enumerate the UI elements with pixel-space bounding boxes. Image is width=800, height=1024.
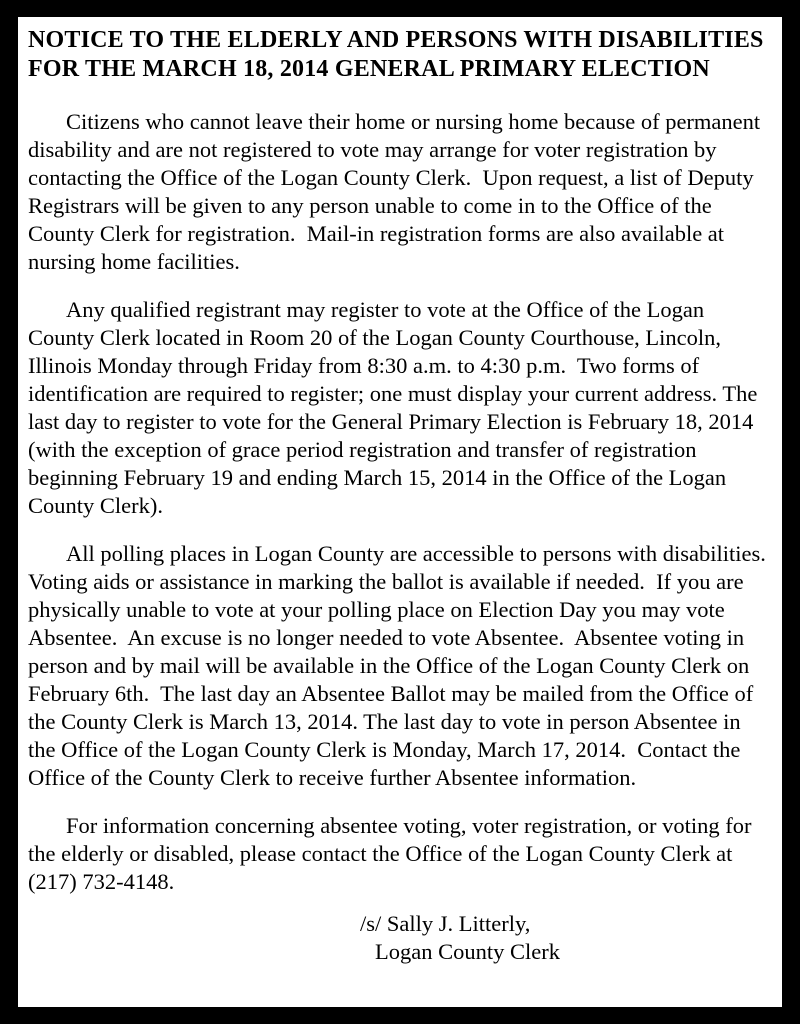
paragraph-registration-details: Any qualified registrant may register to vote at the Office of the Logan County Clerk located in Room 20 of the Logan County Courthouse, Lincoln, Illinois Monday through Friday from 8:30 a.m. to 4:30 p.m. Two forms of identification are required to register; one must display your current address. The last day to register to vote for the General Primary Election is February 18, 2014 (with the exception of grace period registration and transfer of registration beginning February 19 and ending March 15, 2014 in the Office of the Logan County Clerk).: [28, 297, 763, 518]
notice-page: [18, 17, 782, 1007]
signature-office-title: Logan County Clerk: [375, 939, 560, 964]
notice-title-line-1: NOTICE TO THE ELDERLY AND PERSONS WITH DISABILITIES: [28, 27, 764, 53]
paragraph-homebound-registration: Citizens who cannot leave their home or nursing home because of permanent disability and are not registered to vote may arrange for voter registration by contacting the Office of the Logan County Clerk. Upon request, a list of Deputy Registrars will be given to any person unable to come in to the Office of the County Clerk for registration. Mail-in registration forms are also available at nursing home facilities.: [28, 109, 766, 274]
paragraph-contact-information: For information concerning absentee voting, voter registration, or voting for the elderly or disabled, please contact the Office of the Logan County Clerk at (217) 732-4148.: [28, 813, 758, 894]
signature-name: /s/ Sally J. Litterly,: [360, 911, 531, 936]
signature-block: [360, 910, 769, 966]
notice-title-line-2: FOR THE MARCH 18, 2014 GENERAL PRIMARY ELECTION: [28, 56, 710, 82]
notice-title: [28, 26, 769, 84]
paragraph-polling-accessibility-absentee: All polling places in Logan County are accessible to persons with disabilities. Voting aids or assistance in marking the ballot is available if needed. If you are physically unable to vote at your polling place on Election Day you may vote Absentee. An excuse is no longer needed to vote Absentee. Absentee voting in person and by mail will be available in the Office of the Logan County Clerk on February 6th. The last day an Absentee Ballot may be mailed from the Office of the County Clerk is March 13, 2014. The last day to vote in person Absentee in the Office of the Logan County Clerk is Monday, March 17, 2014. Contact the Office of the County Clerk to receive further Absentee information.: [28, 541, 772, 790]
